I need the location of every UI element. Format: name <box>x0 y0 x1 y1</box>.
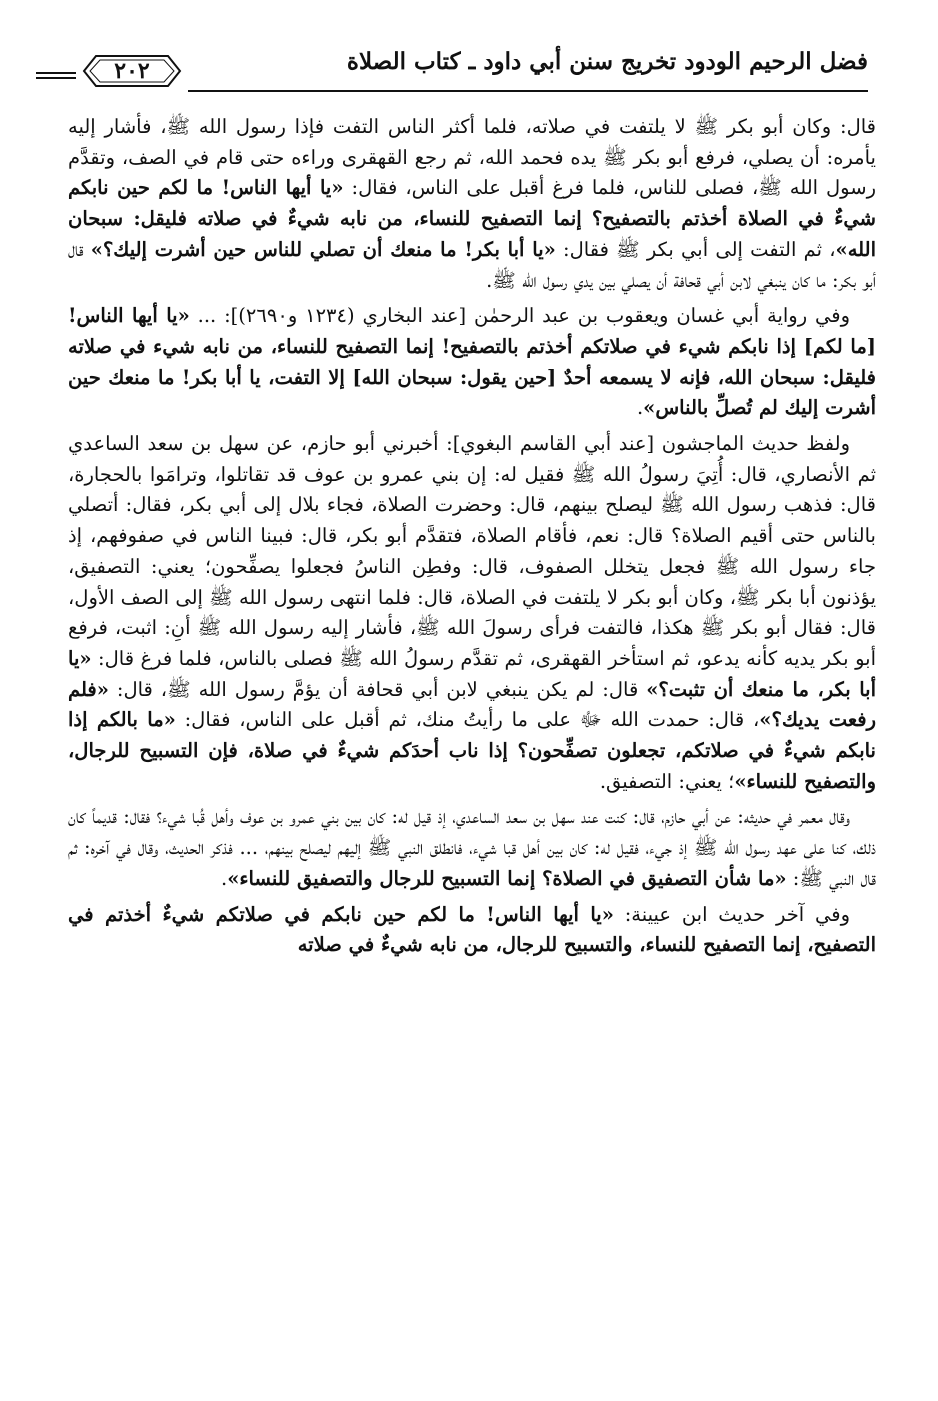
page-body <box>68 112 876 1387</box>
header-rule-left <box>36 72 76 74</box>
body-text: ولفظ حديث الماجشون [عند أبي القاسم البغوي]: أخبرني أبو حازم، عن سهل بن سعد الساعدي ثم الأنصاري، قال: أُتِيَ رسولُ الله ﷺ فقيل له: إن بني عمرو بن عوف قد تقاتلوا، وترامَوا بالحجارة، قال: فذهب رسول الله ﷺ ليصلح بينهم، قال: وحضرت الصلاة، فجاء بلال إلى أبي بكر، فقال: أتصلي بالناس حتى أقيم الصلاة؟ قال: نعم، فأقام الصلاة، فتقدَّم أبو بكر، قال: فبينا الناس في صفوفهم، إذ جاء رسول الله ﷺ فجعل يتخلل الصفوف، قال: وفطِن الناسُ فجعلوا يصفِّحون؛ يعني: التصفيق، يؤذنون أبا بكر ﷺ، وكان أبو بكر لا يلتفت في الصلاة، قال: فلما انتهى رسول الله ﷺ إلى الصف الأول، قال: فقال أبو بكر ﷺ هكذا، فالتفت فرأى رسولَ الله ﷺ، فأشار إليه رسول الله ﷺ أنِ: اثبت، فرفع أبو بكر يديه كأنه يدعو، ثم استأخر القهقرى، ثم تقدَّم رسولُ الله ﷺ فصلى بالناس، فلما فرغ قال: <box>68 432 876 670</box>
paragraph <box>68 429 876 797</box>
hadith-quote-text: «ما شأن التصفيق في الصلاة؟ إنما التسبيح للرجال والتصفيق للنساء» <box>227 866 787 890</box>
body-text: قال: لم يكن ينبغي لابن أبي قحافة أن يؤمَّ رسول الله ﷺ، قال: <box>108 677 647 701</box>
header-title: فضل الرحيم الودود تخريج سنن أبي داود ـ كتاب الصلاة <box>346 48 868 75</box>
hadith-quote-text: «يا أيها الناس! [ما لكم] إذا نابكم شيء في صلاتكم أخذتم بالتصفيح! إنما التصفيح للنساء، من نابه شيء في صلاته فليقل: سبحان الله، فإنه لا يسمعه أحدٌ [حين يقول: سبحان الله] إلا التفت، يا أبا بكر! ما منعك حين أشرت إليك لم تُصلِّ بالناس» <box>68 304 876 420</box>
body-text: قال أبو بكر: ما كان ينبغي لابن أبي قحافة أن يصلي بين يدي رسول الله ﷺ. <box>68 237 876 292</box>
paragraph <box>68 301 876 424</box>
body-text: وفي رواية أبي غسان ويعقوب بن عبد الرحمٰن [عند البخاري (١٢٣٤ و٢٦٩٠)]: ... <box>189 304 850 328</box>
hadith-quote-text: «يا أبا بكر! ما منعك أن تصلي للناس حين أشرت إليك؟» <box>90 237 556 261</box>
hadith-quote-text: «يا أبا بكر، ما منعك أن تثبت؟» <box>68 646 876 701</box>
page-number-badge <box>82 54 182 88</box>
paragraph <box>68 112 876 296</box>
hadith-quote-text: «فلم رفعت يديك؟» <box>68 677 876 732</box>
paragraph <box>68 900 876 961</box>
body-text: ، ثم التفت إلى أبي بكر ﷺ فقال: <box>555 237 836 261</box>
hadith-quote-text: «يا أيها الناس! ما لكم حين نابكم شيءٌ في الصلاة أخذتم بالتصفيح؟ إنما التصفيح للنساء، من نابه شيءٌ في صلاته فليقل: سبحان الله» <box>68 176 876 261</box>
body-text: . <box>220 866 228 890</box>
body-text: ؛ يعني: التصفيق. <box>599 769 735 793</box>
page-number: ٢٠٢ <box>114 58 150 84</box>
running-header <box>58 46 868 98</box>
body-text: قال: وكان أبو بكر ﷺ لا يلتفت في صلاته، فلما أكثر الناس التفت فإذا رسول الله ﷺ، فأشار إليه يأمره: أن يصلي، فرفع أبو بكر ﷺ يده فحمد الله، ثم رجع القهقرى وراءه حتى قام في الصف، وتقدَّم رسول الله ﷺ، فصلى للناس، فلما فرغ أقبل على الناس، فقال: <box>68 115 876 200</box>
header-rule-left-2 <box>36 77 76 79</box>
header-rule <box>188 90 868 92</box>
hadith-quote-text: «ما بالكم إذا نابكم شيءٌ في صلاتكم، تجعلون تصفِّحون؟ إذا ناب أحدَكم شيءٌ في صلاة، فإن التسبيح للرجال، والتصفيح للنساء» <box>68 708 876 793</box>
hadith-quote-text: «يا أيها الناس! ما لكم حين نابكم في صلاتكم شيءٌ أخذتم في التصفيح، إنما التصفيح للنساء، والتسبيح للرجال، من نابه شيءٌ في صلاته <box>68 902 876 957</box>
body-text: . <box>636 396 644 420</box>
body-text: ، قال: حمدت الله ﷻ على ما رأيتُ منك، ثم أقبل على الناس، فقال: <box>175 708 760 732</box>
body-text: وقال معمر في حديثه: عن أبي حازم، قال: كنت عند سهل بن سعد الساعدي، إذ قيل له: كان بين بني عمرو بن عوف وأهل قُبا شيء؟ فقال: قديماً كان ذلك، كنا على عهد رسول الله ﷺ إذ جيء، فقيل له: كان بين أهل قبا شيء، فانطلق النبي ﷺ إليهم ليصلح بينهم، ... فذكر الحديث، وقال في آخره: ثم قال النبي ﷺ: <box>68 805 876 890</box>
body-text: وفي آخر حديث ابن عيينة: <box>613 902 850 926</box>
paragraph <box>68 802 876 894</box>
